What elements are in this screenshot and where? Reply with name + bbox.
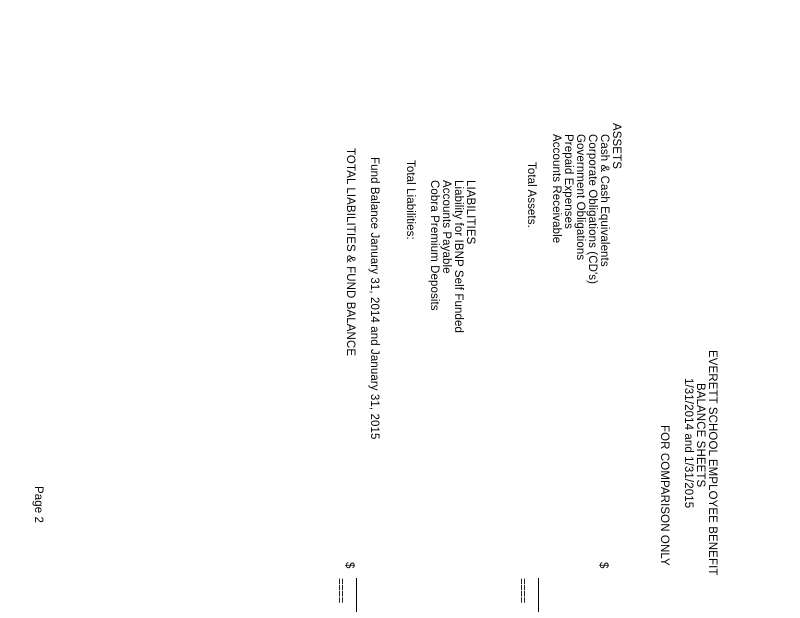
asset-item-prepaid-expenses: Prepaid Expenses: [562, 134, 574, 229]
liabilities-heading: LIABILITIES: [464, 180, 476, 245]
assets-dollar-sign: $: [597, 562, 609, 569]
asset-item-accounts-receivable: Accounts Receivable: [550, 134, 562, 244]
total-liabilities-fund-balance-label: TOTAL LIABILITIES & FUND BALANCE: [344, 148, 356, 357]
header-title: EVERETT SCHOOL EMPLOYEE BENEFIT: [706, 350, 718, 576]
header-comparison-note: FOR COMPARISON ONLY: [658, 425, 670, 566]
header-date-range: 1/31/2014 and 1/31/2015: [682, 378, 694, 509]
header-subtitle: BALANCE SHEETS: [694, 383, 706, 488]
liability-item-accounts-payable: Accounts Payable: [440, 180, 452, 274]
assets-subtotal-rule: [538, 578, 539, 612]
fund-balance-label: Fund Balance January 31, 2014 and January 31, 2015: [368, 157, 380, 440]
assets-double-rule: ====: [516, 578, 528, 603]
asset-item-corporate-obligations: Corporate Obligations (CD's): [586, 134, 598, 285]
assets-total-label: Total Assets.: [525, 162, 537, 228]
liability-item-cobra-deposits: Cobra Premium Deposits: [428, 180, 440, 311]
page-number: Page 2: [32, 486, 44, 524]
total-dollar-sign: $: [343, 562, 355, 569]
liability-item-ibnp: Liability for IBNP Self Funded: [452, 180, 464, 334]
asset-item-cash: Cash & Cash Equivalents: [598, 134, 610, 267]
liabilities-total-label: Total Liabilities:: [404, 160, 416, 240]
asset-item-government-obligations: Government Obligations: [574, 134, 586, 261]
total-rule: [356, 578, 357, 612]
total-double-rule: ====: [334, 578, 346, 603]
assets-heading: ASSETS: [610, 123, 622, 169]
